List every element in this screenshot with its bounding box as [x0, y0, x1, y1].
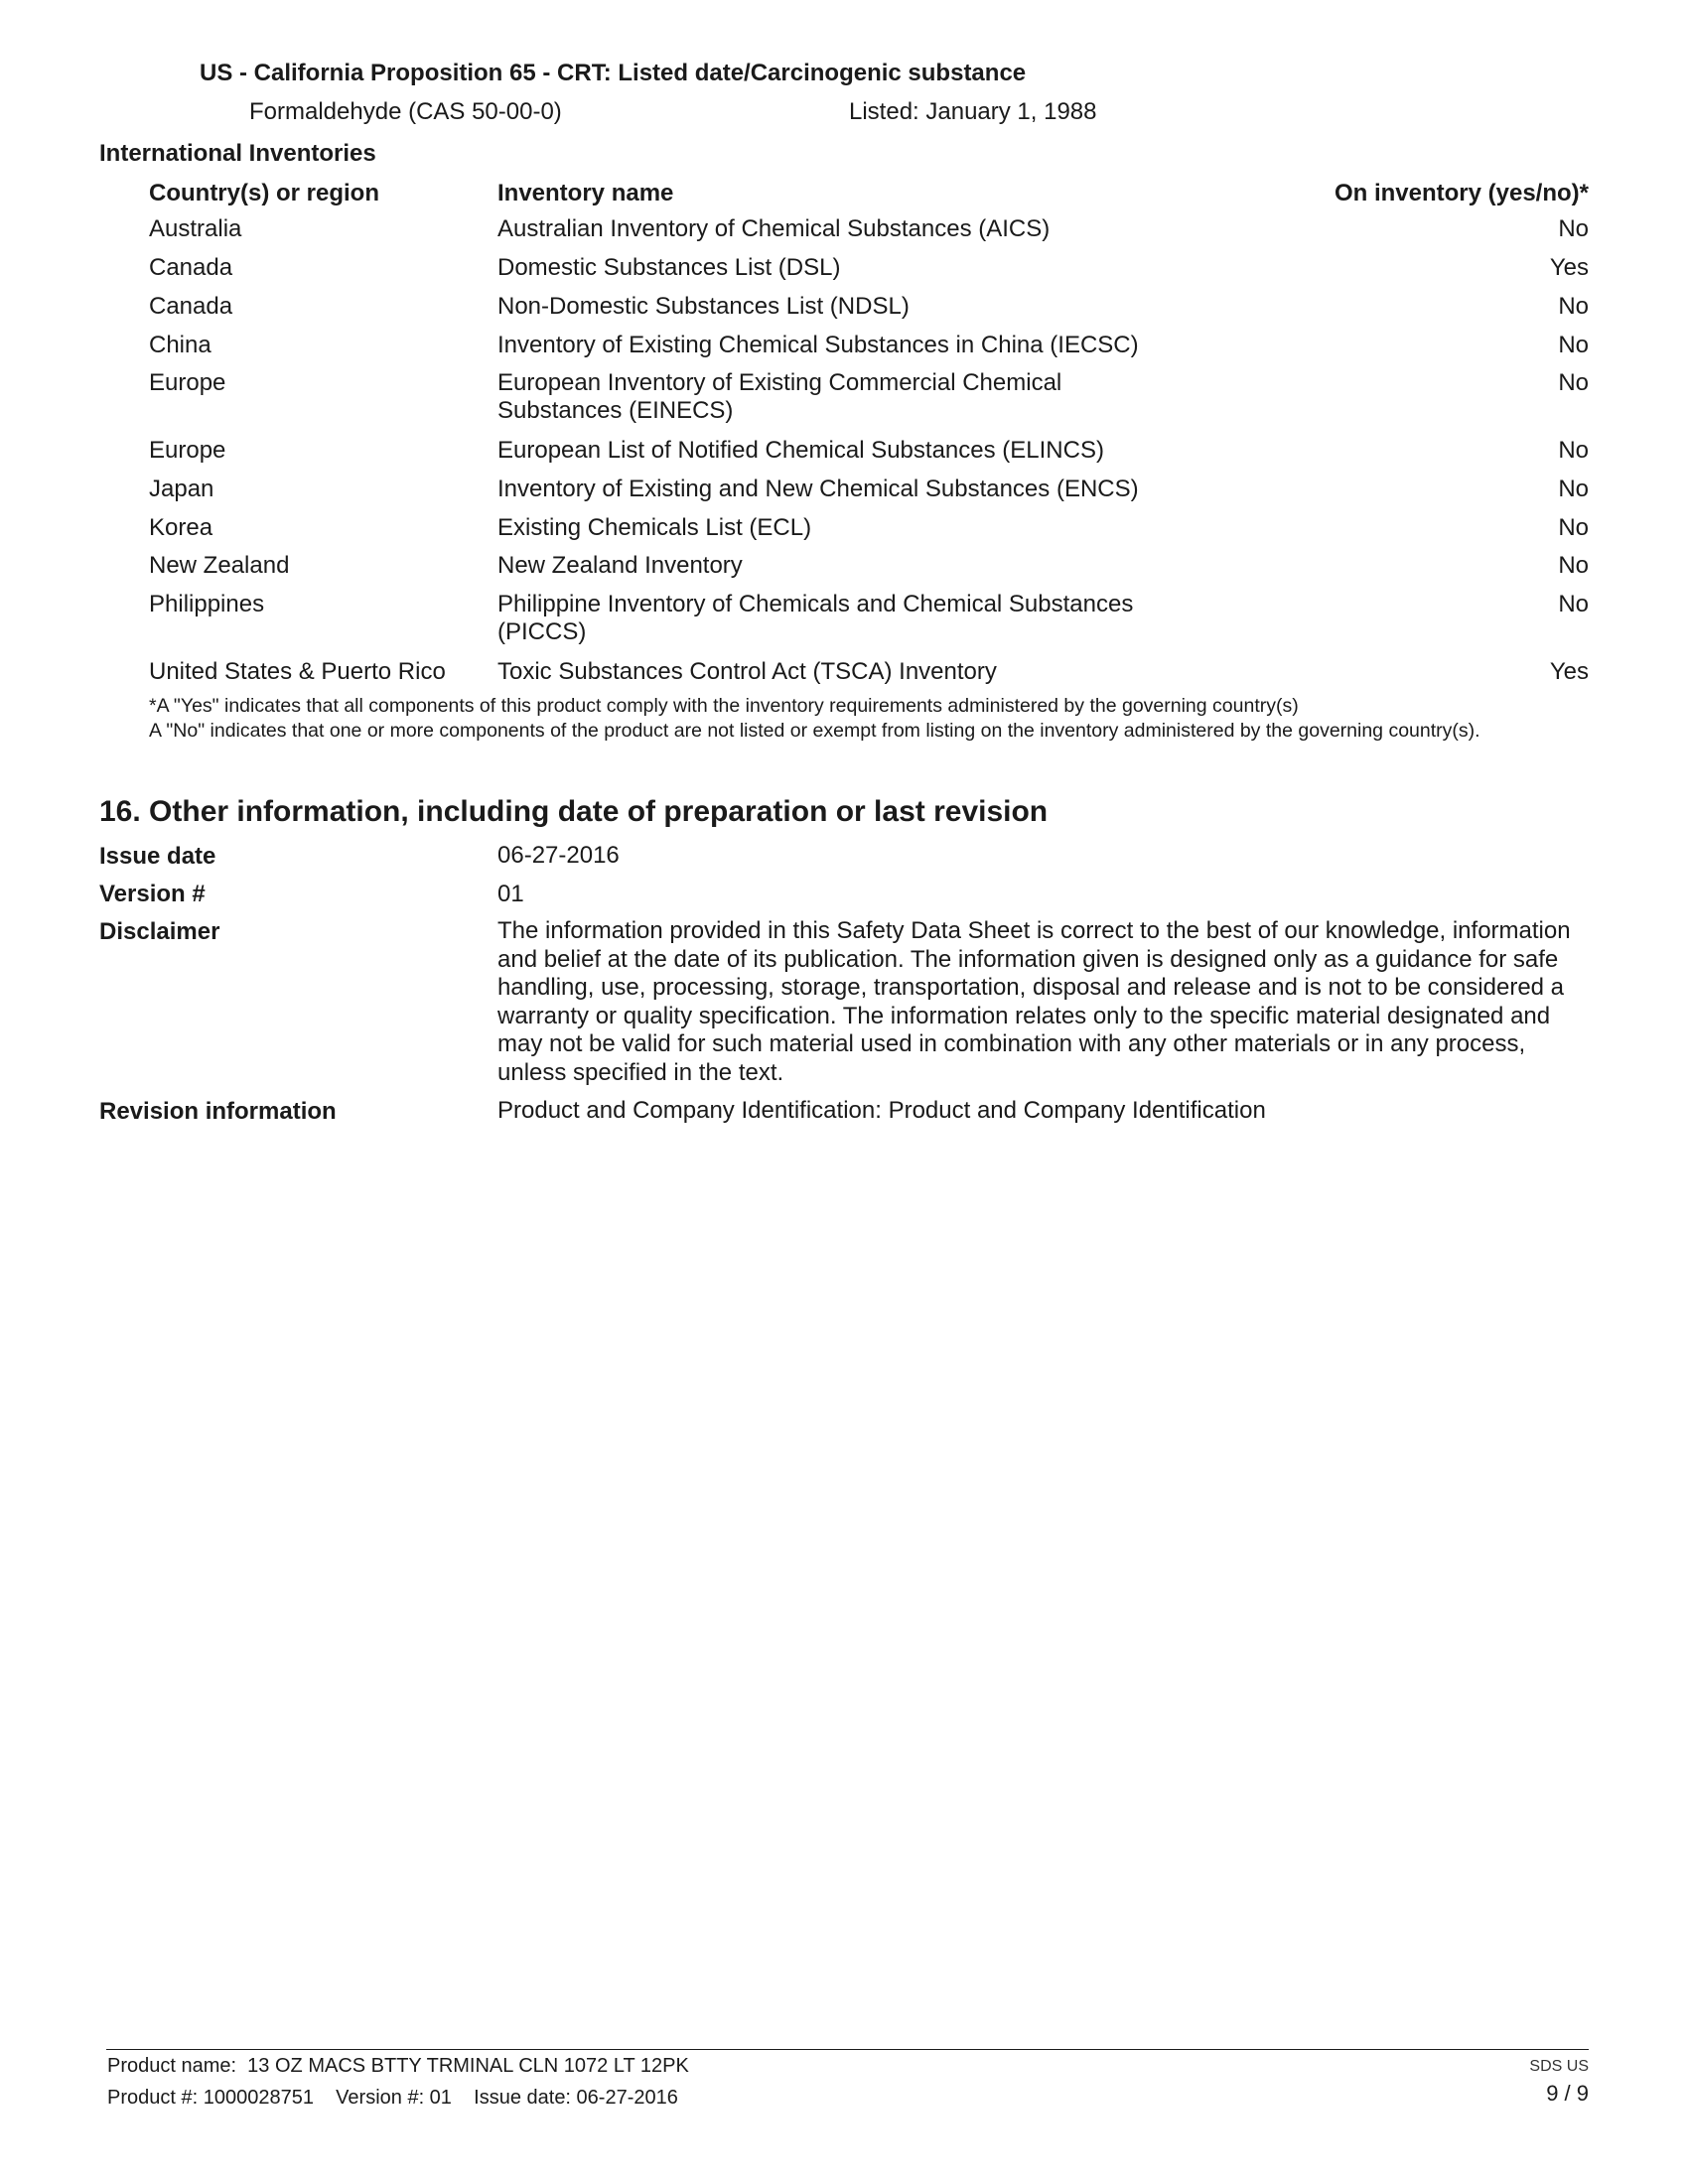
- region-cell: Japan: [149, 476, 214, 502]
- revision-label: Revision information: [99, 1098, 337, 1125]
- disclaimer-text: The information provided in this Safety Data Sheet is correct to the best of our knowledge, information and belief at the date of its publication. The information given is designed only as a guidance for safe handling, use, processing, storage, transportation, disposal and release and is not to be considered a warranty or quality specification. The information relates only to the specific material designated and may not be valid for such material used in combination with any other materials or in any process, unless specified in the text.: [497, 917, 1571, 1086]
- issue-date-value: 06-27-2016: [497, 842, 620, 869]
- region-cell: Europe: [149, 369, 226, 396]
- prop65-heading: US - California Proposition 65 - CRT: Listed date/Carcinogenic substance: [200, 60, 1027, 86]
- inventory-name-cell: Toxic Substances Control Act (TSCA) Inventory: [497, 658, 997, 685]
- prop65-listed-date: Listed: January 1, 1988: [849, 98, 1097, 125]
- region-cell: Australia: [149, 215, 242, 242]
- region-cell: New Zealand: [149, 552, 290, 579]
- region-cell: Europe: [149, 437, 226, 464]
- footer-doc-type: SDS US: [1529, 2058, 1589, 2075]
- inventory-name-cell: Inventory of Existing Chemical Substances in China (IECSC): [497, 332, 1139, 358]
- region-cell: Korea: [149, 514, 213, 541]
- version-value: 01: [497, 881, 524, 907]
- on-inventory-cell: Yes: [1549, 658, 1589, 685]
- disclaimer-label: Disclaimer: [99, 918, 220, 945]
- issue-date-label: Issue date: [99, 843, 216, 870]
- on-inventory-cell: No: [1558, 476, 1589, 502]
- footer-page-number: 9 / 9: [1546, 2081, 1589, 2106]
- on-inventory-cell: No: [1558, 332, 1589, 358]
- region-cell: China: [149, 332, 211, 358]
- region-cell: Canada: [149, 254, 233, 281]
- revision-value: Product and Company Identification: Product and Company Identification: [497, 1097, 1266, 1124]
- on-inventory-cell: No: [1558, 514, 1589, 541]
- footer-product-info: Product #: 1000028751 Version #: 01 Issue date: 06-27-2016: [107, 2087, 678, 2109]
- column-header-region: Country(s) or region: [149, 180, 379, 206]
- inventory-name-cell: Inventory of Existing and New Chemical Substances (ENCS): [497, 476, 1139, 502]
- region-cell: United States & Puerto Rico: [149, 658, 446, 685]
- column-header-inventory-name: Inventory name: [497, 180, 674, 206]
- on-inventory-cell: No: [1558, 293, 1589, 320]
- column-header-on-inventory: On inventory (yes/no)*: [1334, 180, 1589, 206]
- on-inventory-cell: No: [1558, 215, 1589, 242]
- on-inventory-cell: No: [1558, 552, 1589, 579]
- footer-divider: [106, 2049, 1589, 2050]
- on-inventory-cell: No: [1558, 369, 1589, 396]
- version-label: Version #: [99, 881, 206, 907]
- inventory-note-no: A "No" indicates that one or more components of the product are not listed or exempt from listing on the inventory administered by the governing country(s).: [149, 720, 1480, 742]
- inventory-name-cell: Existing Chemicals List (ECL): [497, 514, 812, 541]
- on-inventory-cell: No: [1558, 591, 1589, 617]
- region-cell: Canada: [149, 293, 233, 320]
- inventory-name-cell: New Zealand Inventory: [497, 552, 743, 579]
- section-16-heading: 16. Other information, including date of preparation or last revision: [99, 795, 1049, 828]
- region-cell: Philippines: [149, 591, 265, 617]
- on-inventory-cell: No: [1558, 437, 1589, 464]
- on-inventory-cell: Yes: [1549, 254, 1589, 281]
- inventory-name-cell: European Inventory of Existing Commercial Chemical Substances (EINECS): [497, 369, 1062, 424]
- inventory-name-cell: Philippine Inventory of Chemicals and Chemical Substances (PICCS): [497, 591, 1134, 645]
- inventory-note-yes: *A "Yes" indicates that all components of this product comply with the inventory requirements administered by the governing country(s): [149, 695, 1299, 717]
- prop65-substance: Formaldehyde (CAS 50-00-0): [249, 98, 562, 125]
- footer-product-name: Product name: 13 OZ MACS BTTY TRMINAL CLN 1072 LT 12PK: [107, 2055, 689, 2077]
- inventory-name-cell: Domestic Substances List (DSL): [497, 254, 841, 281]
- inventories-heading: International Inventories: [99, 140, 376, 167]
- inventory-name-cell: European List of Notified Chemical Substances (ELINCS): [497, 437, 1104, 464]
- inventory-name-cell: Non-Domestic Substances List (NDSL): [497, 293, 910, 320]
- inventory-name-cell: Australian Inventory of Chemical Substances (AICS): [497, 215, 1051, 242]
